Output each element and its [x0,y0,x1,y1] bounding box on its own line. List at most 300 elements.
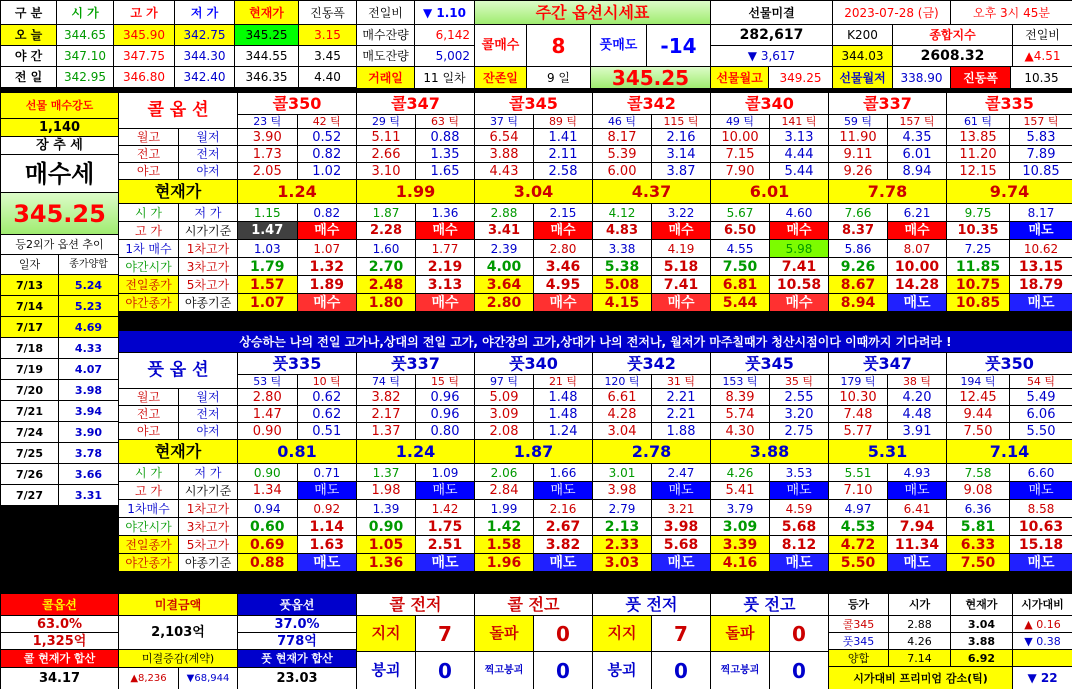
put-month-a: 3.82 [357,389,415,405]
put-night_open-b: 7.94 [888,518,946,535]
block-2-label-a: 지지 [593,616,651,651]
put-night_close-a: 3.03 [593,554,651,571]
history-date: 7/18 [1,338,58,358]
call-prev-b: 0.82 [298,146,357,162]
call-high_sig-b: 매수 [298,222,357,239]
ask-remain-value: 5,002 [415,46,474,66]
history-date: 7/19 [1,359,58,379]
call-high_sig-b: 매수 [534,222,592,239]
call-prev_close-b: 1.89 [298,276,357,293]
block-1-value-a: 0 [534,616,592,651]
call-night_open-b: 7.41 [770,258,828,275]
put-prev_close-a: 4.72 [829,536,887,553]
composite-value: 2608.32 [893,46,1012,66]
put-open_low-a: 7.58 [947,464,1009,481]
history-date: 7/21 [1,401,58,421]
put-open_low-a: 2.06 [475,464,533,481]
put-night_open-b: 5.68 [770,518,828,535]
put-month-a: 2.80 [238,389,297,405]
put-high_sig-a: 9.08 [947,482,1009,499]
put-high_sig-b: 매도 [298,482,357,499]
call-buy-value: 8 [527,25,590,66]
call-prev_close-a: 6.81 [711,276,769,293]
call-buy1-b: 4.19 [652,240,710,257]
call-prev_close-b: 7.41 [652,276,710,293]
call-open_low-b: 0.82 [298,204,357,221]
put-strike: 풋350 [947,353,1072,374]
put-night_close-a: 4.16 [711,554,769,571]
summary-name: 콜345 [829,616,888,632]
summary-header: 시가대비 [1013,594,1072,615]
call-label-b1-a: 1차 매수 [119,240,178,257]
remain-day-value: 9 일 [527,67,590,88]
put-buy1-a: 4.97 [829,500,887,517]
call-current: 7.78 [829,180,946,203]
put-night-b: 3.91 [888,423,946,439]
call-night_close-b: 매수 [770,294,828,311]
call-night-a: 4.43 [475,163,533,179]
block-3-value-a: 0 [770,616,828,651]
put-month-b: 0.62 [298,389,357,405]
block-2-value-b: 0 [652,652,710,689]
call-high_sig-b: 매도 [1010,222,1072,239]
put-night_close-a: 5.50 [829,554,887,571]
call-prev_close-a: 8.67 [829,276,887,293]
put-month-b: 0.96 [416,389,474,405]
call-buy1-a: 1.60 [357,240,415,257]
put-tick-right: 38 틱 [888,375,946,388]
put-month-a: 6.61 [593,389,651,405]
put-buy1-b: 0.92 [298,500,357,517]
put-night-a: 5.77 [829,423,887,439]
call-strike: 콜345 [475,93,592,114]
call-prev_close-a: 1.57 [238,276,297,293]
put-prev_close-a: 1.05 [357,536,415,553]
call-high_sig-a: 8.37 [829,222,887,239]
call-night_open-a: 2.70 [357,258,415,275]
call-month-a: 13.85 [947,129,1009,145]
put-prev-a: 2.17 [357,406,415,422]
put-high_sig-b: 매도 [1010,482,1072,499]
call-prev_close-a: 3.64 [475,276,533,293]
premium-label: 시가대비 프리미엄 감소(틱) [829,667,1012,689]
header-hyeonjaega: 현재가 [235,1,298,24]
put-open_low-b: 1.09 [416,464,474,481]
summary-header: 등가 [829,594,888,615]
put-current: 1.24 [357,440,474,463]
put-label-night-a: 야고 [119,423,178,439]
put-high_sig-b: 매도 [652,482,710,499]
put-label-pc-b: 5차고가 [179,536,237,553]
put-night_close-b: 매도 [416,554,474,571]
put-night_close-b: 매도 [534,554,592,571]
day-row-label: 전 일 [1,67,56,87]
put-high_sig-a: 3.98 [593,482,651,499]
block-title-1: 콜 전고 [475,594,592,615]
header-jeonilbi: 전일비 [357,1,414,24]
put-prev_close-b: 3.82 [534,536,592,553]
put-tick-left: 179 틱 [829,375,887,388]
history-col-date: 일자 [1,255,58,274]
call-night_open-a: 11.85 [947,258,1009,275]
block-1-label-a: 돌파 [475,616,533,651]
day-row-high: 346.80 [114,67,174,87]
range-label: 진동폭 [951,67,1010,88]
call-current: 1.99 [357,180,474,203]
put-night_open-b: 1.14 [298,518,357,535]
call-prev-b: 2.11 [534,146,592,162]
premium-value: ▼ 22 [1013,667,1072,689]
call-title: 콜 옵 션 [119,93,237,128]
day-row-range: 4.40 [299,67,356,87]
put-prev_close-a: 0.69 [238,536,297,553]
put-open_low-a: 3.01 [593,464,651,481]
call-buy1-b: 5.98 [770,240,828,257]
put-month-b: 5.49 [1010,389,1072,405]
call-night_open-b: 3.46 [534,258,592,275]
put-night-a: 2.08 [475,423,533,439]
call-buy1-b: 1.07 [298,240,357,257]
call-strike: 콜342 [593,93,710,114]
call-night-b: 8.94 [888,163,946,179]
block-2-value-a: 7 [652,616,710,651]
trade-day-value: 11 일차 [415,67,474,88]
call-high_sig-a: 6.50 [711,222,769,239]
block-0-label-a: 지지 [357,616,415,651]
call-night_open-b: 1.32 [298,258,357,275]
call-buy1-a: 2.39 [475,240,533,257]
put-sell-value: -14 [647,25,710,66]
call-buy1-b: 2.80 [534,240,592,257]
call-month-b: 2.16 [652,129,710,145]
put-tick-right: 54 틱 [1010,375,1072,388]
call-prev-a: 1.73 [238,146,297,162]
composite-label: 종합지수 [893,25,1012,45]
put-prev-b: 3.20 [770,406,828,422]
history-col-sum: 종가양합 [59,255,118,274]
put-sell-label: 풋매도 [591,25,646,66]
call-night-a: 6.00 [593,163,651,179]
put-current: 7.14 [947,440,1072,463]
header-jindongpok: 진동폭 [299,1,356,24]
put-buy1-b: 8.58 [1010,500,1072,517]
otm-trend-title: 등2외가 옵션 추이 [1,235,118,254]
put-night_open-a: 4.53 [829,518,887,535]
call-tick-right: 157 틱 [888,115,946,128]
put-high_sig-b: 매도 [770,482,828,499]
put-strike: 풋342 [593,353,710,374]
put-prev_close-b: 11.34 [888,536,946,553]
call-label-pc-b: 5차고가 [179,276,237,293]
put-label-hk-b: 시가기준 [179,482,237,499]
call-strike: 콜350 [238,93,356,114]
fut-month-high-value: 349.25 [769,67,832,88]
put-buy1-b: 2.16 [534,500,592,517]
put-prev-b: 6.06 [1010,406,1072,422]
call-tick-left: 49 틱 [711,115,769,128]
put-night_close-a: 1.96 [475,554,533,571]
put-high_sig-a: 5.41 [711,482,769,499]
put-high_sig-a: 7.10 [829,482,887,499]
block-0-label-b: 붕괴 [357,652,415,689]
call-open_low-b: 1.36 [416,204,474,221]
call-label-month-b: 월저 [179,129,237,145]
put-strike: 풋340 [475,353,592,374]
put-night-a: 3.04 [593,423,651,439]
call-month-a: 10.00 [711,129,769,145]
put-tick-left: 97 틱 [475,375,533,388]
put-tick-left: 74 틱 [357,375,415,388]
call-night-b: 1.65 [416,163,474,179]
call-prev-b: 6.01 [888,146,946,162]
put-buy1-a: 6.36 [947,500,1009,517]
call-prev_close-a: 10.75 [947,276,1009,293]
history-value: 3.98 [59,380,118,400]
put-high_sig-b: 매도 [888,482,946,499]
history-date: 7/25 [1,443,58,463]
call-high_sig-b: 매수 [888,222,946,239]
buy-strength-label: 선물 매수강도 [1,93,118,118]
page-title: 주간 옵션시세표 [475,1,710,24]
block-title-2: 풋 전저 [593,594,710,615]
call-high_sig-a: 2.28 [357,222,415,239]
put-label-oh-b: 저 가 [179,464,237,481]
call-open_low-b: 3.22 [652,204,710,221]
history-value: 3.90 [59,422,118,442]
header-jeoga: 저 가 [175,1,234,24]
put-tick-left: 120 틱 [593,375,651,388]
big-price-left: 345.25 [1,193,118,234]
history-value: 3.78 [59,443,118,463]
call-prev-b: 1.35 [416,146,474,162]
call-label-oh-a: 시 가 [119,204,178,221]
put-label-prev-b: 전저 [179,406,237,422]
call-night_close-a: 1.07 [238,294,297,311]
history-date: 7/26 [1,464,58,484]
put-prev_close-b: 8.12 [770,536,828,553]
header-time: 오후 3시 45분 [951,1,1072,24]
put-buy1-a: 2.79 [593,500,651,517]
put-buy1-a: 0.94 [238,500,297,517]
put-month-b: 4.20 [888,389,946,405]
put-night_close-b: 매도 [652,554,710,571]
call-night-a: 2.05 [238,163,297,179]
put-prev-a: 9.44 [947,406,1009,422]
history-value: 5.23 [59,296,118,316]
call-label-month-a: 월고 [119,129,178,145]
futures-oi-change: ▼ 3,617 [711,46,832,66]
put-night-a: 7.50 [947,423,1009,439]
call-label-oh-b: 저 가 [179,204,237,221]
day-row-high: 345.90 [114,25,174,45]
put-buy1-b: 3.21 [652,500,710,517]
call-prev-a: 9.11 [829,146,887,162]
bottom-call-amount: 1,325억 [1,633,118,649]
call-month-b: 0.88 [416,129,474,145]
day-row-current: 346.35 [235,67,298,87]
call-current-label: 현재가 [119,180,237,203]
put-night_close-b: 매도 [770,554,828,571]
call-label-nc-b: 야종기준 [179,294,237,311]
history-value: 3.31 [59,485,118,505]
put-current: 1.87 [475,440,592,463]
put-current: 2.78 [593,440,710,463]
day-row-label: 야 간 [1,46,56,66]
put-open_low-b: 0.71 [298,464,357,481]
put-label-b1-a: 1차매수 [119,500,178,517]
put-prev-b: 1.48 [534,406,592,422]
put-buy1-a: 3.79 [711,500,769,517]
put-buy1-a: 1.39 [357,500,415,517]
call-month-a: 6.54 [475,129,533,145]
call-night-b: 3.87 [652,163,710,179]
futures-oi-value: 282,617 [711,25,832,45]
oi-amount-value: 2,103억 [119,616,237,649]
put-strike: 풋347 [829,353,946,374]
call-night-a: 7.90 [711,163,769,179]
call-high_sig-a: 4.83 [593,222,651,239]
call-night_open-a: 1.79 [238,258,297,275]
put-night_open-b: 2.67 [534,518,592,535]
trend-label: 장 추 세 [1,137,118,154]
header-date: 2023-07-28 (금) [833,1,950,24]
oi-amount-label: 미결금액 [119,594,237,615]
put-open_low-b: 2.47 [652,464,710,481]
put-tick-right: 35 틱 [770,375,828,388]
block-title-3: 풋 전고 [711,594,828,615]
call-night_open-b: 13.15 [1010,258,1072,275]
put-title: 풋 옵 션 [119,353,237,388]
history-date: 7/17 [1,317,58,337]
call-high_sig-a: 1.47 [238,222,297,239]
call-current: 4.37 [593,180,710,203]
trend-value: 매수세 [1,155,118,192]
call-month-a: 8.17 [593,129,651,145]
summary-current: 3.04 [951,616,1012,632]
remain-day-label: 잔존일 [475,67,526,88]
call-night_close-b: 매수 [652,294,710,311]
put-label-nt-a: 야간시가 [119,518,178,535]
call-prev-a: 7.15 [711,146,769,162]
history-value: 3.66 [59,464,118,484]
put-open_low-b: 6.60 [1010,464,1072,481]
day-row-current: 345.25 [235,25,298,45]
call-tick-right: 157 틱 [1010,115,1072,128]
call-prev_close-b: 18.79 [1010,276,1072,293]
put-tick-right: 21 틱 [534,375,592,388]
fut-month-low-label: 선물월저 [833,67,892,88]
range-value: 10.35 [1011,67,1072,88]
put-tick-right: 31 틱 [652,375,710,388]
call-strike: 콜347 [357,93,474,114]
call-strike: 콜335 [947,93,1072,114]
day-row-current: 344.55 [235,46,298,66]
day-row-range: 3.15 [299,25,356,45]
call-night_close-a: 4.15 [593,294,651,311]
call-buy1-b: 1.77 [416,240,474,257]
put-prev-b: 0.62 [298,406,357,422]
composite-change: ▲4.51 [1013,46,1072,66]
put-tick-left: 153 틱 [711,375,769,388]
block-3-label-a: 돌파 [711,616,769,651]
put-night_open-a: 2.13 [593,518,651,535]
call-night_open-a: 4.00 [475,258,533,275]
put-label-nc-a: 야간종가 [119,554,178,571]
summary-open: 2.88 [889,616,950,632]
oi-change-label: 미결증감(계약) [119,650,237,667]
put-prev_close-b: 2.51 [416,536,474,553]
put-label-night-b: 야저 [179,423,237,439]
call-night-b: 2.58 [534,163,592,179]
put-night_open-a: 0.60 [238,518,297,535]
call-night-b: 5.44 [770,163,828,179]
put-label-month-a: 월고 [119,389,178,405]
put-current: 0.81 [238,440,356,463]
bottom-put-amount: 778억 [238,633,356,649]
call-open_low-a: 9.75 [947,204,1009,221]
day-row-high: 347.75 [114,46,174,66]
call-label-nc-a: 야간종가 [119,294,178,311]
call-open_low-a: 1.15 [238,204,297,221]
call-night_close-b: 매수 [298,294,357,311]
call-open_low-a: 7.66 [829,204,887,221]
put-prev_close-b: 1.63 [298,536,357,553]
put-night_close-b: 매도 [298,554,357,571]
call-label-night-b: 야저 [179,163,237,179]
history-value: 4.69 [59,317,118,337]
history-date: 7/13 [1,275,58,295]
call-open_low-a: 1.87 [357,204,415,221]
header-gubun: 구 분 [1,1,56,24]
call-tick-left: 23 틱 [238,115,297,128]
put-night_close-a: 0.88 [238,554,297,571]
block-3-label-b: 찍고붕괴 [711,652,769,689]
call-month-a: 11.90 [829,129,887,145]
trade-day-label: 거래일 [357,67,414,88]
call-month-b: 4.35 [888,129,946,145]
fut-month-low-value: 338.90 [893,67,950,88]
call-open_low-b: 2.15 [534,204,592,221]
put-label-month-b: 월저 [179,389,237,405]
call-month-b: 0.52 [298,129,357,145]
call-prev_close-b: 10.58 [770,276,828,293]
call-open_low-b: 4.60 [770,204,828,221]
day-row-low: 342.40 [175,67,234,87]
call-label-prev-b: 전저 [179,146,237,162]
put-label-nc-b: 야종기준 [179,554,237,571]
put-open_low-a: 0.90 [238,464,297,481]
history-value: 5.24 [59,275,118,295]
put-night_close-b: 매도 [888,554,946,571]
put-night-b: 1.88 [652,423,710,439]
put-prev_close-b: 15.18 [1010,536,1072,553]
put-current: 3.88 [711,440,828,463]
put-prev-a: 1.47 [238,406,297,422]
put-open_low-b: 1.66 [534,464,592,481]
put-prev-a: 7.48 [829,406,887,422]
call-label-nt-a: 야간시가 [119,258,178,275]
history-value: 3.94 [59,401,118,421]
call-night-b: 10.85 [1010,163,1072,179]
call-night-a: 3.10 [357,163,415,179]
summary-open: 4.26 [889,633,950,649]
call-sum-value: 34.17 [1,668,118,689]
summary-header: 시가 [889,594,950,615]
put-night_open-a: 3.09 [711,518,769,535]
summary-current: 3.88 [951,633,1012,649]
call-night_close-b: 매수 [416,294,474,311]
call-night_close-a: 1.80 [357,294,415,311]
